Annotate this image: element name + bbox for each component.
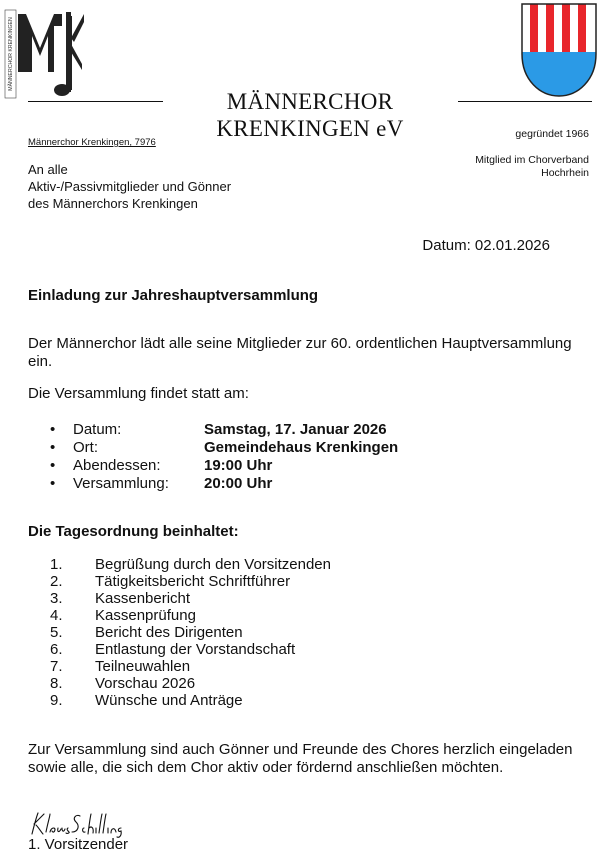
- agenda-number: 2.: [50, 573, 63, 590]
- agenda-number: 5.: [50, 624, 63, 641]
- subject-heading: Einladung zur Jahreshauptversammlung: [28, 287, 319, 304]
- detail-value: 19:00 Uhr: [204, 457, 273, 474]
- bullet-icon: •: [50, 421, 56, 438]
- recipient-line3: des Männerchors Krenkingen: [28, 196, 198, 211]
- agenda-number: 1.: [50, 556, 63, 573]
- agenda-text: Vorschau 2026: [95, 675, 196, 692]
- bullet-icon: •: [50, 439, 56, 456]
- detail-value: Gemeindehaus Krenkingen: [204, 439, 399, 456]
- signatory-role: 1. Vorsitzender: [28, 836, 129, 853]
- detail-row: [50, 439, 398, 457]
- agenda-item: [50, 590, 331, 607]
- agenda-number: 7.: [50, 658, 63, 675]
- organization-title: [160, 88, 460, 142]
- founded-text: gegründet 1966: [515, 128, 589, 140]
- sender-line: Männerchor Krenkingen, 7976: [28, 137, 156, 148]
- agenda-item: [50, 607, 331, 624]
- agenda-number: 6.: [50, 641, 63, 658]
- agenda-text: Kassenbericht: [95, 590, 191, 607]
- detail-value: Samstag, 17. Januar 2026: [204, 421, 387, 438]
- detail-row: [50, 457, 398, 475]
- agenda-list: [50, 556, 331, 709]
- agenda-item: [50, 641, 331, 658]
- detail-value: 20:00 Uhr: [204, 475, 273, 492]
- letter-date: Datum: 02.01.2026: [422, 237, 550, 254]
- agenda-number: 8.: [50, 675, 63, 692]
- agenda-text: Begrüßung durch den Vorsitzenden: [95, 556, 331, 573]
- membership-line1: Mitglied im Chorverband: [475, 154, 589, 166]
- intro-paragraph: Der Männerchor lädt alle seine Mitglieder zur 60. ordentlichen Hauptversammlung ein.: [28, 335, 572, 370]
- venue-intro: Die Versammlung findet statt am:: [28, 385, 249, 402]
- handwritten-signature: [28, 810, 133, 838]
- mk-music-note-logo-icon: [4, 8, 86, 100]
- agenda-text: Entlastung der Vorstandschaft: [95, 641, 296, 658]
- agenda-heading: Die Tagesordnung beinhaltet:: [28, 523, 239, 540]
- agenda-text: Tätigkeitsbericht Schriftführer: [95, 573, 291, 590]
- organization-title-line1: MÄNNERCHOR: [226, 89, 394, 114]
- membership-info: [475, 154, 589, 180]
- agenda-text: Wünsche und Anträge: [95, 692, 243, 709]
- agenda-item: [50, 556, 331, 573]
- agenda-item: [50, 573, 331, 590]
- meeting-details-list: [50, 421, 398, 493]
- agenda-item: [50, 658, 331, 675]
- coat-of-arms-icon: [520, 2, 598, 98]
- agenda-number: 4.: [50, 607, 63, 624]
- closing-paragraph: Zur Versammlung sind auch Gönner und Freunde des Chores herzlich eingeladen sowie alle, die sich dem Chor aktiv oder fördernd anschließen möchten.: [28, 741, 573, 776]
- organization-title-line2: KRENKINGEN eV: [216, 116, 404, 141]
- recipient-line2: Aktiv-/Passivmitglieder und Gönner: [28, 179, 232, 194]
- agenda-item: [50, 692, 331, 709]
- agenda-text: Kassenprüfung: [95, 607, 196, 624]
- letterhead-rule-right: [458, 101, 592, 102]
- bullet-icon: •: [50, 475, 56, 492]
- agenda-item: [50, 624, 331, 641]
- detail-row: [50, 475, 398, 493]
- detail-label: Ort:: [73, 439, 98, 456]
- agenda-number: 3.: [50, 590, 63, 607]
- agenda-number: 9.: [50, 692, 63, 709]
- detail-label: Versammlung:: [73, 475, 169, 492]
- detail-label: Abendessen:: [73, 457, 161, 474]
- detail-label: Datum:: [73, 421, 122, 438]
- bullet-icon: •: [50, 457, 56, 474]
- agenda-text: Teilneuwahlen: [95, 658, 191, 675]
- membership-line2: Hochrhein: [541, 167, 589, 179]
- logo-vertical-text: MÄNNERCHOR KRENKINGEN: [7, 17, 14, 91]
- letterhead-rule-left: [28, 101, 163, 102]
- recipient-line1: An alle: [28, 162, 68, 177]
- agenda-item: [50, 675, 331, 692]
- recipient-address: [28, 161, 231, 212]
- agenda-text: Bericht des Dirigenten: [95, 624, 243, 641]
- detail-row: [50, 421, 398, 439]
